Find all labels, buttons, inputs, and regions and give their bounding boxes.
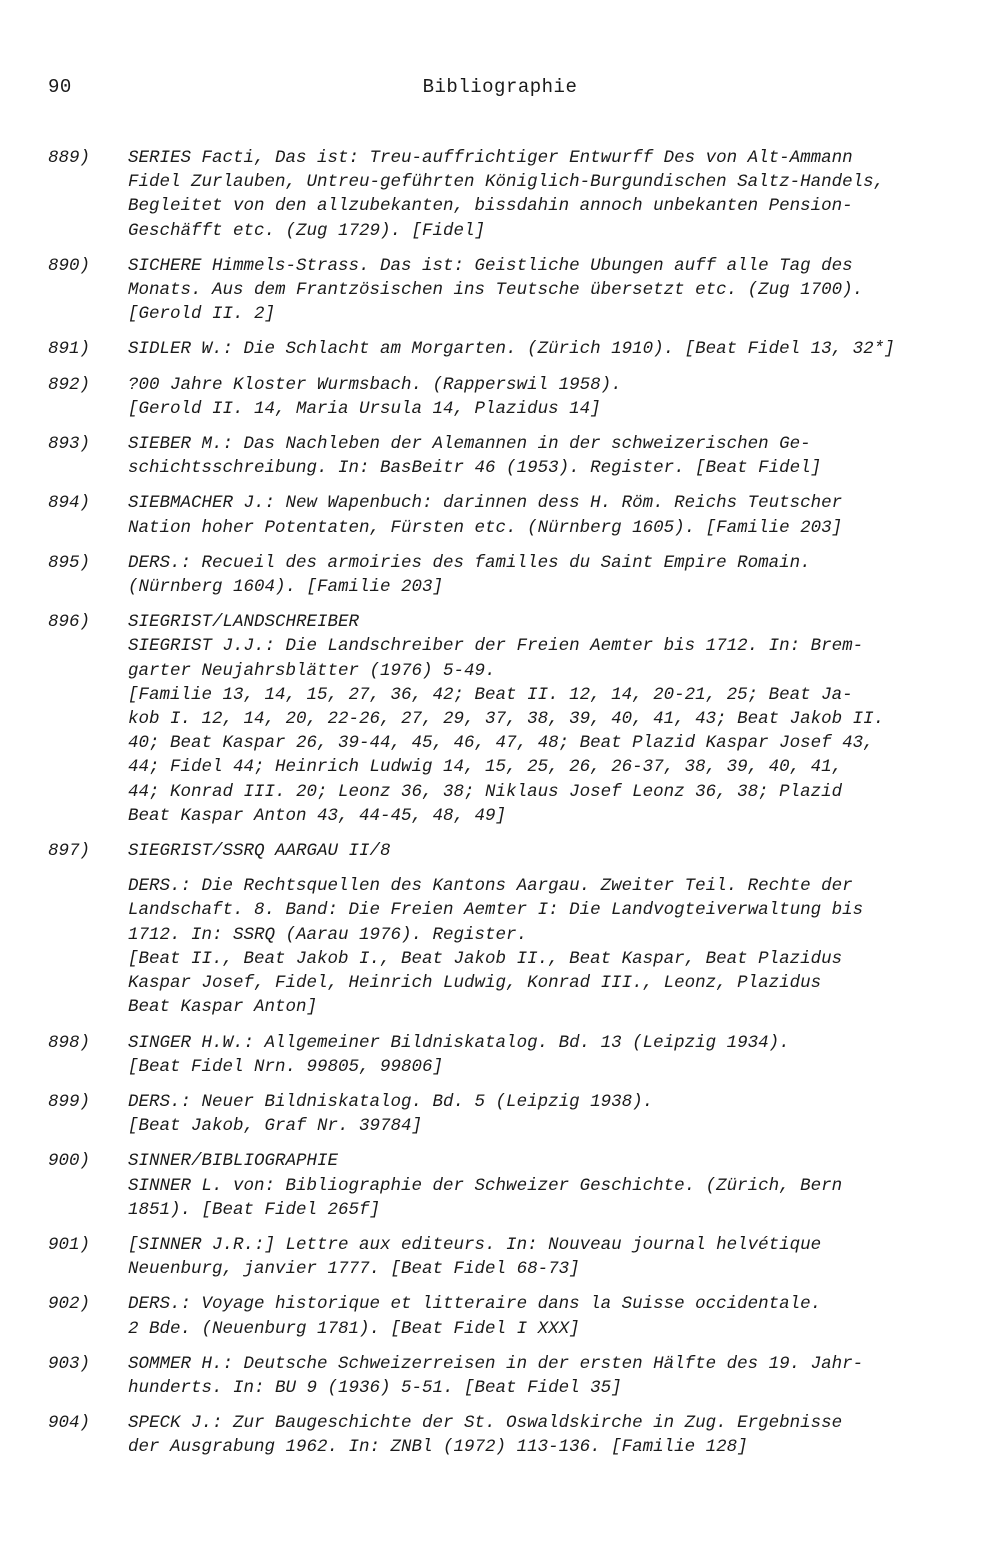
entry-line: 1712. In: SSRQ (Aarau 1976). Register. bbox=[128, 924, 528, 945]
entry-text bbox=[128, 432, 958, 480]
entry-line: ?00 Jahre Kloster Wurmsbach. (Rapperswil 1958). bbox=[128, 374, 622, 395]
bibliography-entry bbox=[48, 254, 958, 327]
bibliography-entry bbox=[48, 1233, 958, 1281]
entry-line: Begleitet von den allzubekanten, bissdahin annoch unbekanten Pension- bbox=[128, 196, 853, 217]
entry-number: 893) bbox=[48, 434, 91, 455]
entry-text-block bbox=[128, 1292, 958, 1340]
entry-line: SPECK J.: Zur Baugeschichte der St. Oswaldskirche in Zug. Ergebnisse bbox=[128, 1413, 843, 1434]
entry-line: SOMMER H.: Deutsche Schweizerreisen in der ersten Hälfte des 19. Jahr- bbox=[128, 1353, 864, 1374]
entry-number: 897) bbox=[48, 841, 91, 862]
entry-line: SIEGRIST/SSRQ AARGAU II/8 bbox=[128, 841, 391, 862]
entry-line: DERS.: Neuer Bildniskatalog. Bd. 5 (Leipzig 1938). bbox=[128, 1091, 654, 1112]
entry-number: 890) bbox=[48, 255, 91, 276]
entry-text bbox=[128, 491, 958, 539]
entry-text-block bbox=[128, 1233, 958, 1281]
entry-text bbox=[128, 1090, 958, 1138]
bibliography-entry bbox=[48, 1352, 958, 1400]
entry-text-block bbox=[128, 337, 958, 361]
entry-line: SIEBMACHER J.: New Wapenbuch: darinnen dess H. Röm. Reichs Teutscher bbox=[128, 493, 843, 514]
entry-line: SIDLER W.: Die Schlacht am Morgarten. (Zürich 1910). [Beat Fidel 13, 32*] bbox=[128, 339, 895, 360]
entry-text bbox=[128, 1233, 958, 1281]
entry-line: [Gerold II. 2] bbox=[128, 304, 276, 325]
bibliography-entry bbox=[48, 610, 958, 828]
entry-text-block bbox=[128, 373, 958, 421]
entry-text bbox=[128, 1292, 958, 1340]
entry-number: 891) bbox=[48, 339, 91, 360]
entry-line: hunderts. In: BU 9 (1936) 5-51. [Beat Fidel 35] bbox=[128, 1377, 622, 1398]
entry-line: SICHERE Himmels-Strass. Das ist: Geistliche Ubungen auff alle Tag des bbox=[128, 255, 853, 276]
entry-line: Nation hoher Potentaten, Fürsten etc. (Nürnberg 1605). [Familie 203] bbox=[128, 517, 843, 538]
entry-line: 44; Konrad III. 20; Leonz 36, 38; Niklaus Josef Leonz 36, 38; Plazid bbox=[128, 781, 843, 802]
page-number: 90 bbox=[48, 76, 72, 98]
bibliography-entry bbox=[48, 1149, 958, 1222]
entry-text bbox=[128, 373, 958, 421]
entry-line: [Beat Fidel Nrn. 99805, 99806] bbox=[128, 1056, 444, 1077]
entry-line: kob I. 12, 14, 20, 22-26, 27, 29, 37, 38, 39, 40, 41, 43; Beat Jakob II. bbox=[128, 709, 885, 730]
entry-line: SINNER/BIBLIOGRAPHIE bbox=[128, 1151, 339, 1172]
entry-text-block bbox=[128, 254, 958, 327]
entry-line: SINGER H.W.: Allgemeiner Bildniskatalog. Bd. 13 (Leipzig 1934). bbox=[128, 1032, 790, 1053]
entry-text-block bbox=[128, 491, 958, 539]
entry-number: 904) bbox=[48, 1413, 91, 1434]
entry-line: [SINNER J.R.:] Lettre aux editeurs. In: Nouveau journal helvétique bbox=[128, 1234, 822, 1255]
entry-text-block bbox=[128, 1031, 958, 1079]
entry-text bbox=[128, 1411, 958, 1459]
entry-text bbox=[128, 337, 958, 361]
bibliography-entry bbox=[48, 337, 958, 361]
bibliography-entry bbox=[48, 373, 958, 421]
entry-text bbox=[128, 1352, 958, 1400]
entry-number: 895) bbox=[48, 552, 91, 573]
entry-line: SIEBER M.: Das Nachleben der Alemannen in der schweizerischen Ge- bbox=[128, 434, 811, 455]
entry-line: [Gerold II. 14, Maria Ursula 14, Plazidus 14] bbox=[128, 398, 601, 419]
entry-number: 902) bbox=[48, 1294, 91, 1315]
entry-line: Kaspar Josef, Fidel, Heinrich Ludwig, Konrad III., Leonz, Plazidus bbox=[128, 973, 822, 994]
entry-text-block bbox=[128, 1149, 958, 1222]
bibliography-entry bbox=[48, 146, 958, 243]
entry-text-block bbox=[128, 1411, 958, 1459]
entry-line: garter Neujahrsblätter (1976) 5-49. bbox=[128, 660, 496, 681]
entry-text bbox=[128, 1031, 958, 1079]
entry-line: SIEGRIST/LANDSCHREIBER bbox=[128, 612, 360, 633]
entry-line: Geschäfft etc. (Zug 1729). [Fidel] bbox=[128, 220, 486, 241]
entry-text-block bbox=[128, 432, 958, 480]
entry-number: 901) bbox=[48, 1234, 91, 1255]
entry-number: 894) bbox=[48, 493, 91, 514]
entry-text-block bbox=[128, 146, 958, 243]
bibliography-entry bbox=[48, 1090, 958, 1138]
entry-line: 44; Fidel 44; Heinrich Ludwig 14, 15, 25, 26, 26-37, 38, 39, 40, 41, bbox=[128, 757, 843, 778]
entry-text-block bbox=[128, 839, 958, 863]
entry-number: 900) bbox=[48, 1151, 91, 1172]
entry-line: DERS.: Die Rechtsquellen des Kantons Aargau. Zweiter Teil. Rechte der bbox=[128, 876, 853, 897]
entry-number: 892) bbox=[48, 374, 91, 395]
entry-line: der Ausgrabung 1962. In: ZNBl (1972) 113-136. [Familie 128] bbox=[128, 1437, 748, 1458]
entry-text-block bbox=[128, 551, 958, 599]
bibliography-entry bbox=[48, 839, 958, 1019]
entry-text bbox=[128, 839, 958, 1019]
bibliography-entry bbox=[48, 1292, 958, 1340]
bibliography-entry bbox=[48, 491, 958, 539]
entry-line: Fidel Zurlauben, Untreu-geführten Königlich-Burgundischen Saltz-Handels, bbox=[128, 172, 885, 193]
running-title: Bibliographie bbox=[422, 76, 578, 98]
entry-text-block bbox=[128, 1352, 958, 1400]
entry-line: Neuenburg, janvier 1777. [Beat Fidel 68-73] bbox=[128, 1259, 580, 1280]
entry-text bbox=[128, 254, 958, 327]
entry-line: DERS.: Recueil des armoiries des familles du Saint Empire Romain. bbox=[128, 552, 811, 573]
entry-line: (Nürnberg 1604). [Familie 203] bbox=[128, 577, 444, 598]
entry-text bbox=[128, 1149, 958, 1222]
entry-line: [Beat II., Beat Jakob I., Beat Jakob II., Beat Kaspar, Beat Plazidus bbox=[128, 948, 843, 969]
entry-line: Beat Kaspar Anton 43, 44-45, 48, 49] bbox=[128, 805, 507, 826]
entry-line: 1851). [Beat Fidel 265f] bbox=[128, 1199, 381, 1220]
entry-line: Beat Kaspar Anton] bbox=[128, 997, 318, 1018]
entry-line: 40; Beat Kaspar 26, 39-44, 45, 46, 47, 48; Beat Plazid Kaspar Josef 43, bbox=[128, 733, 874, 754]
bibliography-entry bbox=[48, 1411, 958, 1459]
bibliography-list bbox=[48, 146, 958, 1471]
entry-line: DERS.: Voyage historique et litteraire dans la Suisse occidentale. bbox=[128, 1294, 822, 1315]
entry-line: SERIES Facti, Das ist: Treu-auffrichtiger Entwurff Des von Alt-Ammann bbox=[128, 148, 853, 168]
entry-number: 899) bbox=[48, 1091, 91, 1112]
entry-line: schichtsschreibung. In: BasBeitr 46 (1953). Register. [Beat Fidel] bbox=[128, 458, 822, 479]
bibliography-entry bbox=[48, 551, 958, 599]
page-header bbox=[48, 76, 952, 102]
entry-line: [Beat Jakob, Graf Nr. 39784] bbox=[128, 1116, 423, 1137]
entry-text bbox=[128, 146, 958, 243]
entry-line: SINNER L. von: Bibliographie der Schweizer Geschichte. (Zürich, Bern bbox=[128, 1175, 843, 1196]
entry-text bbox=[128, 610, 958, 828]
entry-text-block bbox=[128, 610, 958, 828]
entry-number: 898) bbox=[48, 1032, 91, 1053]
bibliography-entry bbox=[48, 432, 958, 480]
entry-line: 2 Bde. (Neuenburg 1781). [Beat Fidel I XXX] bbox=[128, 1318, 580, 1339]
entry-text-block bbox=[128, 1090, 958, 1138]
entry-number: 903) bbox=[48, 1353, 91, 1374]
bibliography-entry bbox=[48, 1031, 958, 1079]
entry-number: 889) bbox=[48, 148, 91, 168]
entry-line: Monats. Aus dem Frantzösischen ins Teutsche übersetzt etc. (Zug 1700). bbox=[128, 280, 864, 301]
entry-text-block bbox=[128, 874, 958, 1019]
entry-number: 896) bbox=[48, 612, 91, 633]
entry-text bbox=[128, 551, 958, 599]
entry-line: SIEGRIST J.J.: Die Landschreiber der Freien Aemter bis 1712. In: Brem- bbox=[128, 636, 864, 657]
entry-line: Landschaft. 8. Band: Die Freien Aemter I: Die Landvogteiverwaltung bis bbox=[128, 900, 864, 921]
entry-line: [Familie 13, 14, 15, 27, 36, 42; Beat II. 12, 14, 20-21, 25; Beat Ja- bbox=[128, 684, 853, 705]
